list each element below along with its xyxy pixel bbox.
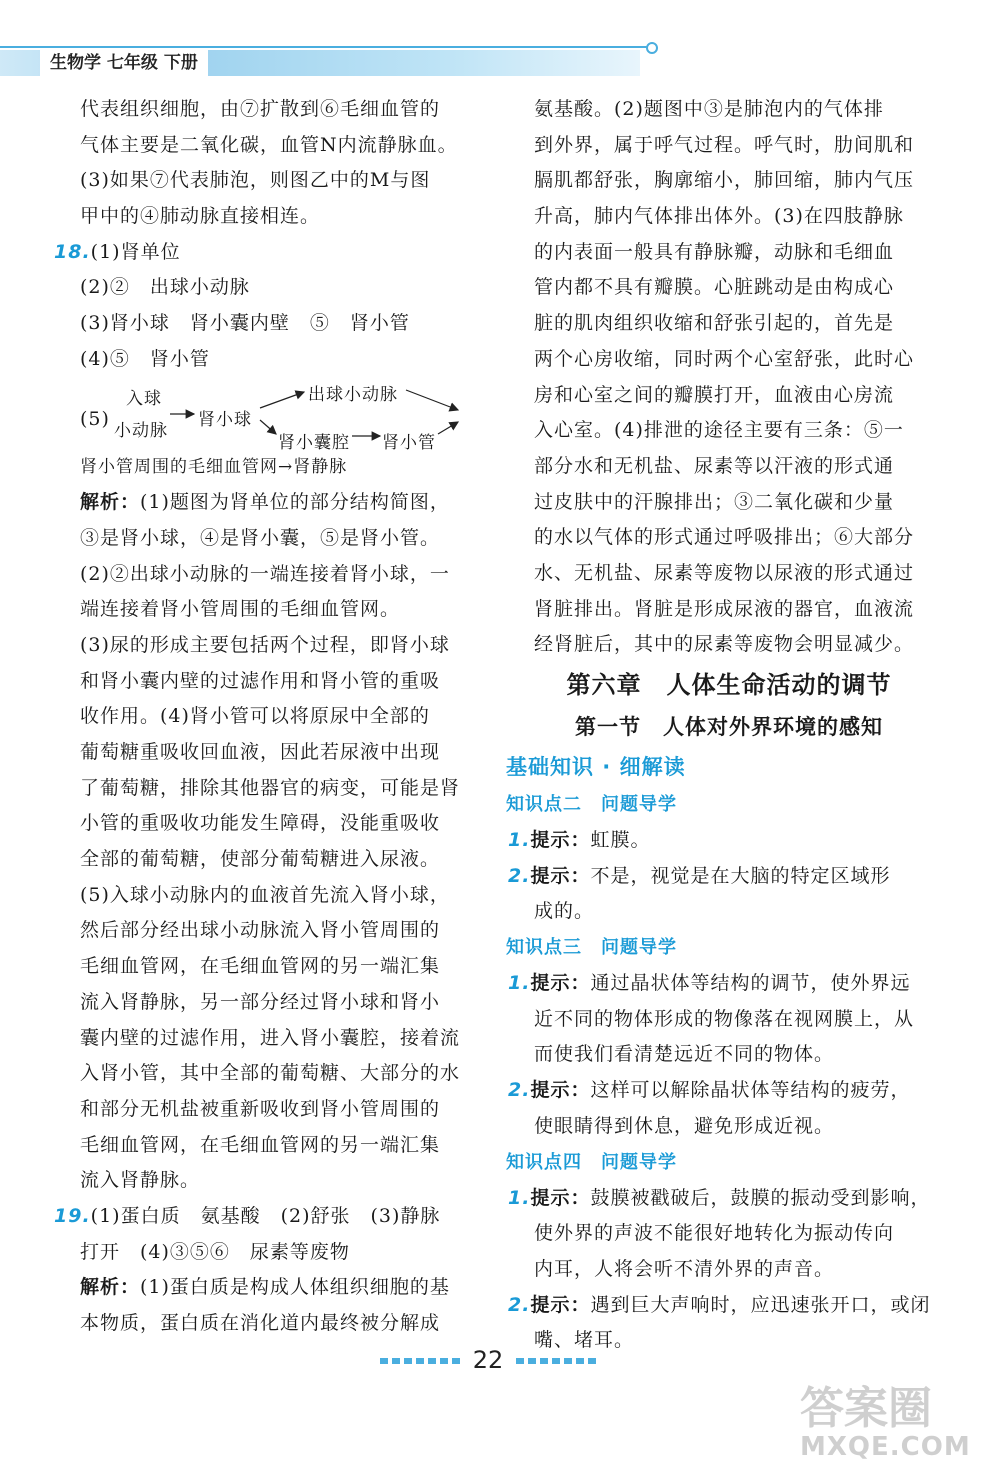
text-line: 然后部分经出球小动脉流入肾小管周围的 bbox=[80, 919, 441, 942]
hint-text: 鼓膜被戳破后，鼓膜的振动受到影响， bbox=[590, 1186, 931, 1209]
watermark-logo bbox=[800, 1385, 971, 1461]
text-line: 气体主要是二氧化碳，血管N内流静脉血。 bbox=[80, 133, 458, 156]
text-line: 毛细血管网，在毛细血管网的另一端汇集 bbox=[80, 1133, 441, 1156]
arrow bbox=[260, 392, 304, 408]
page-number: 22 bbox=[472, 1346, 504, 1374]
text-line: 经肾脏后，其中的尿素等废物会明显减少。 bbox=[534, 633, 915, 656]
text-line: 端连接着肾小管周围的毛细血管网。 bbox=[80, 598, 401, 621]
text-line: (3)如果⑦代表肺泡，则图乙中的M与图 bbox=[80, 169, 431, 192]
text-line: (2)②出球小动脉的一端连接着肾小球，一 bbox=[80, 562, 450, 585]
text-line: 而使我们看清楚远近不同的物体。 bbox=[534, 1043, 835, 1066]
text-line: 近不同的物体形成的物像落在视网膜上，从 bbox=[534, 1007, 915, 1030]
text-line: 流入肾静脉。 bbox=[80, 1169, 201, 1192]
text-line: 全部的葡萄糖，使部分葡萄糖进入尿液。 bbox=[80, 848, 441, 871]
text-line: 入心室。(4)排泄的途径主要有三条：⑤一 bbox=[534, 419, 904, 442]
hint-item bbox=[508, 1288, 934, 1324]
page-header bbox=[0, 40, 660, 84]
footer-ornament-left bbox=[380, 1358, 460, 1364]
arrow bbox=[438, 422, 458, 434]
hint-item bbox=[508, 823, 934, 859]
question-18-answer-2: (2)② 出球小动脉 bbox=[80, 276, 250, 299]
section-title: 第一节 人体对外界环境的感知 bbox=[575, 715, 883, 739]
knowledge-point-4-title: 知识点四 问题导学 bbox=[506, 1151, 677, 1173]
item-number: 2. bbox=[508, 1079, 531, 1102]
hint-text: 不是，视觉是在大脑的特定区域形 bbox=[590, 864, 891, 887]
question-18-answer-4: (4)⑤ 肾小管 bbox=[80, 347, 210, 370]
text-line: 成的。 bbox=[534, 900, 595, 923]
node-efferent: 出球小动脉 bbox=[308, 384, 398, 405]
book-title: 生物学 七年级 下册 bbox=[40, 48, 208, 78]
footer-ornament-right bbox=[516, 1358, 596, 1364]
hint-item bbox=[508, 1073, 934, 1109]
text-line: 管内都不具有瓣膜。心脏跳动是由构成心 bbox=[534, 276, 895, 299]
text-line: 氨基酸。(2)题图中③是肺泡内的气体排 bbox=[534, 98, 884, 120]
text-line bbox=[80, 1270, 480, 1306]
question-19-answer-1 bbox=[54, 1199, 480, 1235]
text-line: 入肾小管，其中全部的葡萄糖、大部分的水 bbox=[80, 1062, 461, 1085]
text-line: 流入肾静脉，另一部分经过肾小球和肾小 bbox=[80, 990, 441, 1013]
hint-label: 提示： bbox=[530, 829, 591, 851]
hint-label: 提示： bbox=[530, 1186, 591, 1209]
diagram-prefix: (5) bbox=[80, 407, 110, 430]
watermark-text: 答案圈 bbox=[800, 1383, 932, 1434]
node-capsule-cavity: 肾小囊腔 bbox=[278, 432, 350, 453]
text-line: 和部分无机盐被重新吸收到肾小管周围的 bbox=[80, 1097, 441, 1120]
text-line: 两个心房收缩，同时两个心室舒张，此时心 bbox=[534, 347, 915, 370]
analysis-label: 解析： bbox=[80, 1276, 141, 1299]
item-number: 1. bbox=[508, 829, 531, 851]
answer-text: (1)肾单位 bbox=[90, 240, 181, 263]
text-line: 和肾小囊内壁的过滤作用和肾小管的重吸 bbox=[80, 669, 441, 692]
left-column bbox=[54, 92, 480, 1342]
watermark-url: MXQE.COM bbox=[800, 1432, 971, 1462]
hint-text: 遇到巨大声响时，应迅速张开口，或闭 bbox=[590, 1293, 931, 1316]
text-line: 嘴、堵耳。 bbox=[534, 1329, 635, 1352]
text-line: 葡萄糖重吸收回血液，因此若尿液中出现 bbox=[80, 741, 441, 763]
knowledge-point-3-title: 知识点三 问题导学 bbox=[506, 937, 677, 959]
item-number: 2. bbox=[508, 1293, 531, 1316]
hint-item bbox=[508, 966, 934, 1002]
hint-text: 虹膜。 bbox=[590, 829, 651, 851]
answer-text: (1)蛋白质 氨基酸 (2)舒张 (3)静脉 bbox=[90, 1204, 441, 1227]
text-line: 的内表面一般具有静脉瓣，动脉和毛细血 bbox=[534, 240, 895, 263]
page-footer bbox=[0, 1340, 1000, 1380]
hint-label: 提示： bbox=[530, 1079, 591, 1102]
node-afferent-2: 小动脉 bbox=[114, 420, 168, 441]
text-line: 肾脏排出。肾脏是形成尿液的器官，血液流 bbox=[534, 597, 915, 620]
analysis-label: 解析： bbox=[80, 491, 141, 514]
hint-text: 通过晶状体等结构的调节，使外界远 bbox=[590, 972, 911, 995]
header-dot bbox=[646, 42, 658, 54]
item-number: 1. bbox=[508, 972, 531, 995]
text-line: 房和心室之间的瓣膜打开，血液由心房流 bbox=[534, 383, 895, 406]
text-line: 部分水和无机盐、尿素等以汗液的形式通 bbox=[534, 454, 895, 477]
text-line: 小管的重吸收功能发生障碍，没能重吸收 bbox=[80, 812, 441, 835]
text-line bbox=[80, 485, 480, 521]
question-number: 18. bbox=[54, 240, 91, 263]
analysis-text: (1)蛋白质是构成人体组织细胞的基 bbox=[140, 1276, 450, 1299]
flow-diagram bbox=[80, 378, 480, 453]
node-afferent-1: 入球 bbox=[126, 388, 162, 409]
text-line: 使外界的声波不能很好地转化为振动传向 bbox=[534, 1222, 895, 1245]
hint-label: 提示： bbox=[530, 972, 591, 995]
text-line: 水、无机盐、尿素等废物以尿液的形式通过 bbox=[534, 561, 915, 584]
item-number: 1. bbox=[508, 1186, 531, 1209]
question-number: 19. bbox=[54, 1204, 91, 1227]
chapter-title: 第六章 人体生命活动的调节 bbox=[566, 671, 892, 699]
text-line: 了葡萄糖，排除其他器官的病变，可能是肾 bbox=[80, 776, 461, 799]
question-19-answer-2: 打开 (4)③⑤⑥ 尿素等废物 bbox=[80, 1240, 350, 1263]
node-tubule: 肾小管 bbox=[382, 432, 436, 453]
text-line: 收作用。(4)肾小管可以将原尿中全部的 bbox=[80, 705, 430, 728]
text-line: 的水以气体的形式通过呼吸排出；⑥大部分 bbox=[534, 526, 915, 549]
text-line: (3)尿的形成主要包括两个过程，即肾小球 bbox=[80, 633, 450, 656]
arrow bbox=[406, 390, 458, 410]
basic-knowledge-heading: 基础知识 · 细解读 bbox=[506, 755, 686, 779]
hint-item bbox=[508, 859, 934, 895]
right-column bbox=[506, 92, 934, 1359]
text-line: 使眼睛得到休息，避免形成近视。 bbox=[534, 1114, 835, 1137]
question-18-answer-1 bbox=[54, 235, 480, 271]
text-line: 囊内壁的过滤作用，进入肾小囊腔，接着流 bbox=[80, 1026, 461, 1049]
text-line: 升高，肺内气体排出体外。(3)在四肢静脉 bbox=[534, 205, 904, 228]
text-line: 过皮肤中的汗腺排出；③二氧化碳和少量 bbox=[534, 490, 895, 513]
item-number: 2. bbox=[508, 864, 531, 887]
text-line: 本物质，蛋白质在消化道内最终被分解成 bbox=[80, 1312, 441, 1334]
text-line: 毛细血管网，在毛细血管网的另一端汇集 bbox=[80, 955, 441, 978]
text-line: 脏的肌肉组织收缩和舒张引起的，首先是 bbox=[534, 312, 895, 335]
node-glomerulus: 肾小球 bbox=[198, 409, 252, 430]
text-line: 代表组织细胞，由⑦扩散到⑥毛细血管的 bbox=[80, 98, 441, 120]
text-line: ③是肾小球，④是肾小囊，⑤是肾小管。 bbox=[80, 526, 441, 549]
knowledge-point-2-title: 知识点二 问题导学 bbox=[506, 794, 677, 815]
hint-item bbox=[508, 1181, 934, 1217]
text-line: 膈肌都舒张，胸廓缩小，肺回缩，肺内气压 bbox=[534, 169, 915, 192]
arrow bbox=[260, 420, 276, 434]
text-line: 甲中的④肺动脉直接相连。 bbox=[80, 205, 321, 228]
hint-label: 提示： bbox=[530, 1293, 591, 1316]
text-line: 到外界，属于呼气过程。呼气时，肋间肌和 bbox=[534, 133, 915, 156]
analysis-text: (1)题图为肾单位的部分结构简图， bbox=[140, 491, 450, 514]
diagram-continuation: 肾小管周围的毛细血管网→肾静脉 bbox=[80, 456, 348, 477]
question-18-answer-3: (3)肾小球 肾小囊内壁 ⑤ 肾小管 bbox=[80, 312, 410, 335]
text-line: 内耳，人将会听不清外界的声音。 bbox=[534, 1257, 835, 1280]
text-line: (5)入球小动脉内的血液首先流入肾小球， bbox=[80, 883, 450, 906]
hint-text: 这样可以解除晶状体等结构的疲劳， bbox=[590, 1079, 911, 1102]
hint-label: 提示： bbox=[530, 864, 591, 887]
